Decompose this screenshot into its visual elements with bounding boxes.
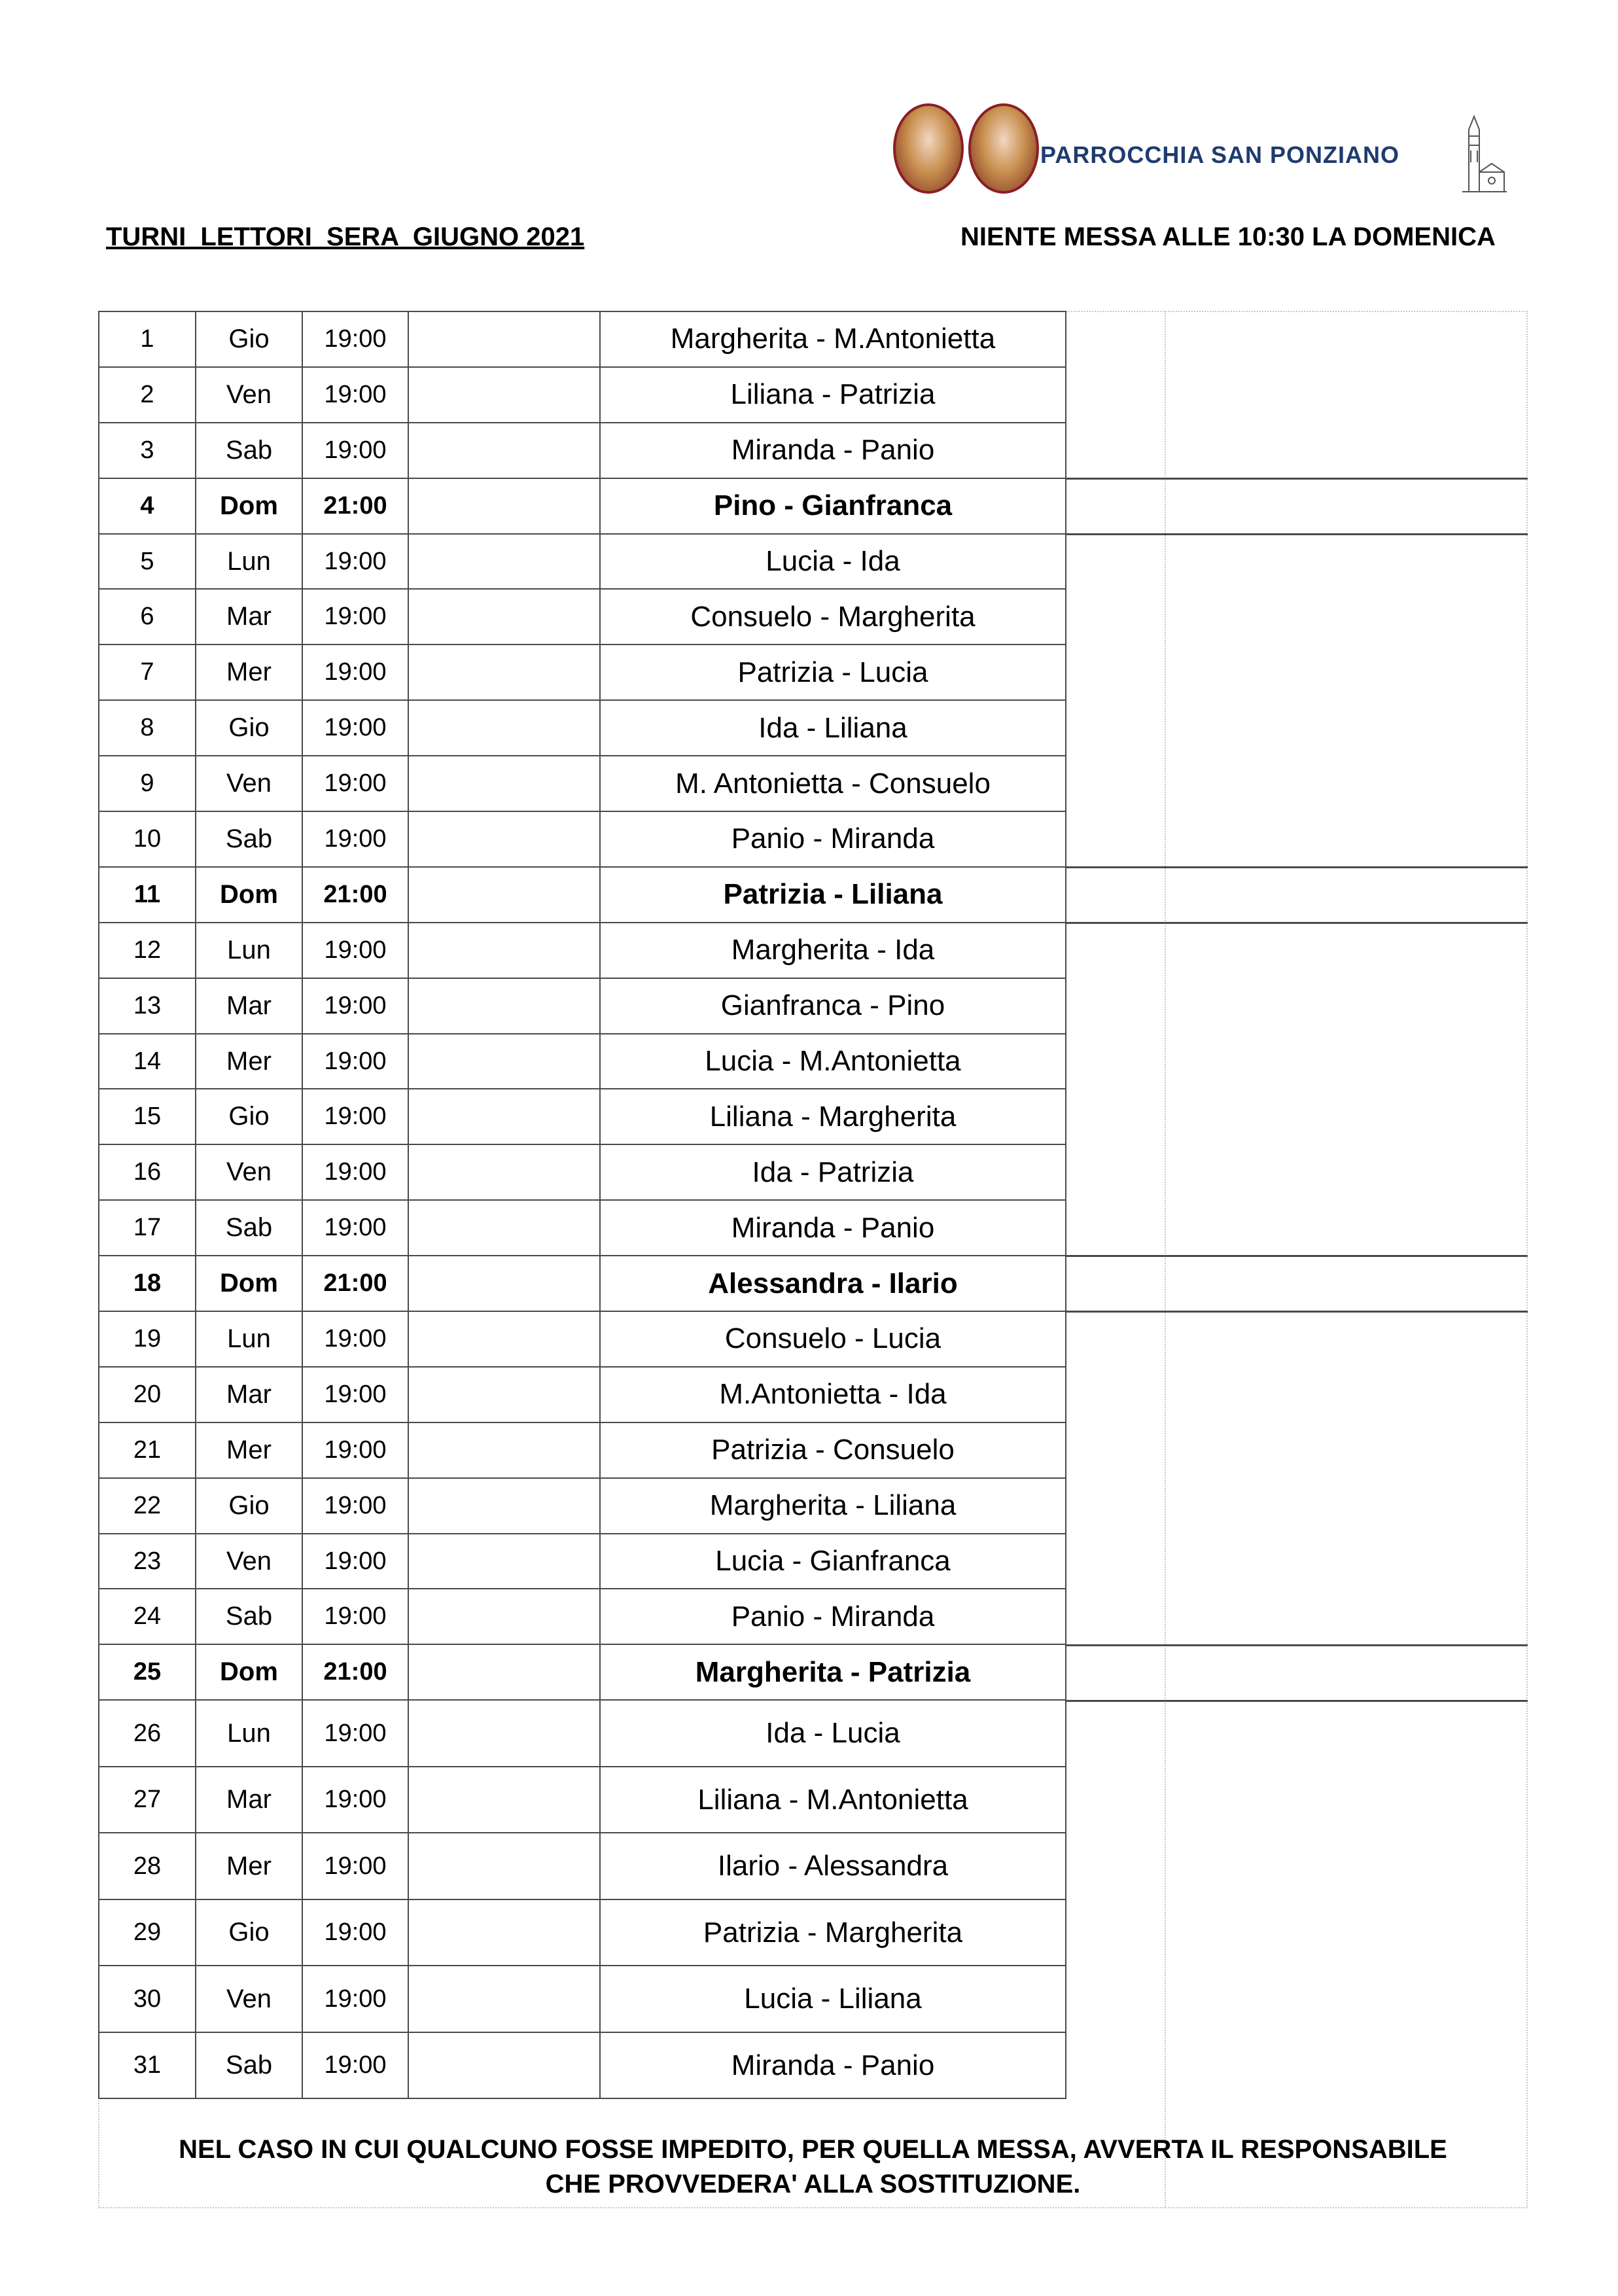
empty-cell bbox=[408, 1034, 600, 1089]
time-cell: 21:00 bbox=[302, 1256, 408, 1311]
day-number-cell: 14 bbox=[99, 1034, 196, 1089]
time-cell: 19:00 bbox=[302, 534, 408, 590]
time-cell: 21:00 bbox=[302, 478, 408, 534]
weekday-cell: Ven bbox=[196, 367, 302, 423]
schedule-row bbox=[99, 645, 1066, 700]
day-number-cell: 19 bbox=[99, 1311, 196, 1367]
time-cell: 19:00 bbox=[302, 311, 408, 367]
saint-medallion-icon bbox=[893, 103, 964, 194]
day-number-cell: 10 bbox=[99, 811, 196, 867]
empty-cell bbox=[408, 589, 600, 645]
readers-cell: Margherita - Patrizia bbox=[600, 1644, 1066, 1700]
readers-cell: Lucia - Gianfranca bbox=[600, 1534, 1066, 1589]
empty-cell bbox=[408, 1899, 600, 1966]
day-number-cell: 28 bbox=[99, 1833, 196, 1899]
empty-cell bbox=[408, 1311, 600, 1367]
schedule-row bbox=[99, 478, 1066, 534]
day-number-cell: 24 bbox=[99, 1589, 196, 1644]
day-number-cell: 27 bbox=[99, 1767, 196, 1833]
schedule-row bbox=[99, 1144, 1066, 1200]
sunday-divider bbox=[1065, 533, 1528, 535]
saint-medallion-icon bbox=[968, 103, 1039, 194]
time-cell: 19:00 bbox=[302, 1144, 408, 1200]
footer-note-line2: CHE PROVVEDERA' ALLA SOSTITUZIONE. bbox=[545, 2170, 1081, 2199]
empty-cell bbox=[408, 1200, 600, 1256]
time-cell: 19:00 bbox=[302, 1200, 408, 1256]
weekday-cell: Mar bbox=[196, 1767, 302, 1833]
weekday-cell: Mer bbox=[196, 1034, 302, 1089]
weekday-cell: Dom bbox=[196, 1644, 302, 1700]
day-number-cell: 7 bbox=[99, 645, 196, 700]
schedule-row bbox=[99, 311, 1066, 367]
time-cell: 19:00 bbox=[302, 811, 408, 867]
schedule-table bbox=[98, 311, 1066, 2099]
notice-heading: NIENTE MESSA ALLE 10:30 LA DOMENICA bbox=[960, 222, 1496, 251]
time-cell: 21:00 bbox=[302, 867, 408, 923]
readers-cell: Ilario - Alessandra bbox=[600, 1833, 1066, 1899]
empty-cell bbox=[408, 923, 600, 978]
time-cell: 19:00 bbox=[302, 1367, 408, 1422]
bell-tower-icon bbox=[1449, 110, 1508, 195]
sunday-divider bbox=[1065, 478, 1528, 480]
schedule-row bbox=[99, 1478, 1066, 1534]
weekday-cell: Ven bbox=[196, 1534, 302, 1589]
readers-cell: Miranda - Panio bbox=[600, 1200, 1066, 1256]
schedule-row bbox=[99, 1589, 1066, 1644]
schedule-row bbox=[99, 2032, 1066, 2099]
weekday-cell: Gio bbox=[196, 1899, 302, 1966]
readers-cell: Consuelo - Margherita bbox=[600, 589, 1066, 645]
schedule-row bbox=[99, 1311, 1066, 1367]
weekday-cell: Gio bbox=[196, 700, 302, 756]
day-number-cell: 13 bbox=[99, 978, 196, 1034]
weekday-cell: Ven bbox=[196, 756, 302, 811]
weekday-cell: Sab bbox=[196, 423, 302, 478]
sunday-divider bbox=[1065, 1311, 1528, 1313]
empty-cell bbox=[408, 1534, 600, 1589]
schedule-row bbox=[99, 367, 1066, 423]
parish-name: PARROCCHIA SAN PONZIANO bbox=[1040, 141, 1400, 168]
schedule-row bbox=[99, 1644, 1066, 1700]
readers-cell: M.Antonietta - Ida bbox=[600, 1367, 1066, 1422]
day-number-cell: 21 bbox=[99, 1422, 196, 1478]
schedule-row bbox=[99, 756, 1066, 811]
time-cell: 19:00 bbox=[302, 645, 408, 700]
readers-cell: Ida - Patrizia bbox=[600, 1144, 1066, 1200]
schedule-row bbox=[99, 978, 1066, 1034]
schedule-row bbox=[99, 1833, 1066, 1899]
readers-cell: Lucia - Ida bbox=[600, 534, 1066, 590]
time-cell: 21:00 bbox=[302, 1644, 408, 1700]
weekday-cell: Dom bbox=[196, 478, 302, 534]
sunday-divider bbox=[1065, 1255, 1528, 1257]
readers-cell: Patrizia - Margherita bbox=[600, 1899, 1066, 1966]
empty-cell bbox=[408, 423, 600, 478]
schedule-row bbox=[99, 534, 1066, 590]
empty-cell bbox=[408, 1478, 600, 1534]
readers-cell: Panio - Miranda bbox=[600, 1589, 1066, 1644]
weekday-cell: Gio bbox=[196, 1089, 302, 1144]
empty-cell bbox=[408, 978, 600, 1034]
empty-cell bbox=[408, 1767, 600, 1833]
time-cell: 19:00 bbox=[302, 1700, 408, 1767]
footer-note-line1: NEL CASO IN CUI QUALCUNO FOSSE IMPEDITO, PER QUELLA MESSA, AVVERTA IL RESPONSABILE bbox=[179, 2135, 1447, 2164]
readers-cell: Gianfranca - Pino bbox=[600, 978, 1066, 1034]
empty-cell bbox=[408, 1144, 600, 1200]
weekday-cell: Dom bbox=[196, 1256, 302, 1311]
readers-cell: Patrizia - Consuelo bbox=[600, 1422, 1066, 1478]
readers-cell: Panio - Miranda bbox=[600, 811, 1066, 867]
weekday-cell: Gio bbox=[196, 1478, 302, 1534]
time-cell: 19:00 bbox=[302, 1767, 408, 1833]
schedule-row bbox=[99, 1534, 1066, 1589]
empty-cell bbox=[408, 2032, 600, 2099]
time-cell: 19:00 bbox=[302, 1534, 408, 1589]
empty-cell bbox=[408, 311, 600, 367]
weekday-cell: Mar bbox=[196, 589, 302, 645]
empty-cell bbox=[408, 867, 600, 923]
time-cell: 19:00 bbox=[302, 1966, 408, 2032]
empty-cell bbox=[408, 811, 600, 867]
day-number-cell: 31 bbox=[99, 2032, 196, 2099]
weekday-cell: Ven bbox=[196, 1144, 302, 1200]
time-cell: 19:00 bbox=[302, 1478, 408, 1534]
weekday-cell: Sab bbox=[196, 811, 302, 867]
schedule-row bbox=[99, 1367, 1066, 1422]
readers-cell: Patrizia - Liliana bbox=[600, 867, 1066, 923]
schedule-row bbox=[99, 1966, 1066, 2032]
time-cell: 19:00 bbox=[302, 756, 408, 811]
weekday-cell: Lun bbox=[196, 1311, 302, 1367]
empty-cell bbox=[408, 1367, 600, 1422]
empty-cell bbox=[408, 1833, 600, 1899]
day-number-cell: 8 bbox=[99, 700, 196, 756]
day-number-cell: 15 bbox=[99, 1089, 196, 1144]
time-cell: 19:00 bbox=[302, 978, 408, 1034]
weekday-cell: Ven bbox=[196, 1966, 302, 2032]
readers-cell: Margherita - Ida bbox=[600, 923, 1066, 978]
time-cell: 19:00 bbox=[302, 423, 408, 478]
weekday-cell: Mar bbox=[196, 978, 302, 1034]
page-title: TURNI LETTORI SERA GIUGNO 2021 bbox=[106, 222, 585, 251]
empty-cell bbox=[408, 1256, 600, 1311]
day-number-cell: 17 bbox=[99, 1200, 196, 1256]
empty-cell bbox=[408, 645, 600, 700]
readers-cell: Lucia - Liliana bbox=[600, 1966, 1066, 2032]
schedule-row bbox=[99, 923, 1066, 978]
time-cell: 19:00 bbox=[302, 2032, 408, 2099]
schedule-row bbox=[99, 1700, 1066, 1767]
weekday-cell: Mer bbox=[196, 645, 302, 700]
empty-cell bbox=[408, 1589, 600, 1644]
schedule-row bbox=[99, 867, 1066, 923]
day-number-cell: 12 bbox=[99, 923, 196, 978]
time-cell: 19:00 bbox=[302, 1089, 408, 1144]
weekday-cell: Mer bbox=[196, 1833, 302, 1899]
time-cell: 19:00 bbox=[302, 1899, 408, 1966]
grid-line bbox=[1165, 311, 1166, 2208]
day-number-cell: 22 bbox=[99, 1478, 196, 1534]
day-number-cell: 2 bbox=[99, 367, 196, 423]
weekday-cell: Lun bbox=[196, 534, 302, 590]
weekday-cell: Sab bbox=[196, 2032, 302, 2099]
readers-cell: Liliana - Patrizia bbox=[600, 367, 1066, 423]
day-number-cell: 6 bbox=[99, 589, 196, 645]
time-cell: 19:00 bbox=[302, 1311, 408, 1367]
readers-cell: Lucia - M.Antonietta bbox=[600, 1034, 1066, 1089]
day-number-cell: 16 bbox=[99, 1144, 196, 1200]
empty-cell bbox=[408, 534, 600, 590]
day-number-cell: 23 bbox=[99, 1534, 196, 1589]
schedule-row bbox=[99, 1200, 1066, 1256]
time-cell: 19:00 bbox=[302, 1034, 408, 1089]
empty-cell bbox=[408, 700, 600, 756]
readers-cell: Margherita - Liliana bbox=[600, 1478, 1066, 1534]
empty-cell bbox=[408, 1700, 600, 1767]
time-cell: 19:00 bbox=[302, 1422, 408, 1478]
weekday-cell: Sab bbox=[196, 1200, 302, 1256]
weekday-cell: Mer bbox=[196, 1422, 302, 1478]
day-number-cell: 4 bbox=[99, 478, 196, 534]
schedule-row bbox=[99, 811, 1066, 867]
readers-cell: Liliana - Margherita bbox=[600, 1089, 1066, 1144]
schedule-row bbox=[99, 1767, 1066, 1833]
readers-cell: Patrizia - Lucia bbox=[600, 645, 1066, 700]
empty-cell bbox=[408, 478, 600, 534]
day-number-cell: 30 bbox=[99, 1966, 196, 2032]
weekday-cell: Lun bbox=[196, 1700, 302, 1767]
time-cell: 19:00 bbox=[302, 923, 408, 978]
schedule-row bbox=[99, 1256, 1066, 1311]
empty-cell bbox=[408, 1089, 600, 1144]
readers-cell: Liliana - M.Antonietta bbox=[600, 1767, 1066, 1833]
schedule-row bbox=[99, 423, 1066, 478]
schedule-row bbox=[99, 1034, 1066, 1089]
empty-cell bbox=[408, 1422, 600, 1478]
readers-cell: Miranda - Panio bbox=[600, 423, 1066, 478]
day-number-cell: 9 bbox=[99, 756, 196, 811]
time-cell: 19:00 bbox=[302, 367, 408, 423]
day-number-cell: 18 bbox=[99, 1256, 196, 1311]
parish-logo bbox=[893, 98, 1515, 196]
empty-cell bbox=[408, 1966, 600, 2032]
day-number-cell: 26 bbox=[99, 1700, 196, 1767]
weekday-cell: Gio bbox=[196, 311, 302, 367]
weekday-cell: Lun bbox=[196, 923, 302, 978]
day-number-cell: 3 bbox=[99, 423, 196, 478]
sunday-divider bbox=[1065, 866, 1528, 868]
readers-cell: M. Antonietta - Consuelo bbox=[600, 756, 1066, 811]
empty-cell bbox=[408, 367, 600, 423]
schedule-row bbox=[99, 1422, 1066, 1478]
day-number-cell: 29 bbox=[99, 1899, 196, 1966]
sunday-divider bbox=[1065, 1644, 1528, 1646]
schedule-row bbox=[99, 700, 1066, 756]
readers-cell: Alessandra - Ilario bbox=[600, 1256, 1066, 1311]
day-number-cell: 11 bbox=[99, 867, 196, 923]
day-number-cell: 1 bbox=[99, 311, 196, 367]
day-number-cell: 5 bbox=[99, 534, 196, 590]
time-cell: 19:00 bbox=[302, 700, 408, 756]
readers-cell: Ida - Lucia bbox=[600, 1700, 1066, 1767]
readers-cell: Pino - Gianfranca bbox=[600, 478, 1066, 534]
readers-cell: Margherita - M.Antonietta bbox=[600, 311, 1066, 367]
weekday-cell: Dom bbox=[196, 867, 302, 923]
time-cell: 19:00 bbox=[302, 1833, 408, 1899]
readers-cell: Ida - Liliana bbox=[600, 700, 1066, 756]
schedule-row bbox=[99, 589, 1066, 645]
schedule-row bbox=[99, 1089, 1066, 1144]
sunday-divider bbox=[1065, 922, 1528, 924]
weekday-cell: Sab bbox=[196, 1589, 302, 1644]
sunday-divider bbox=[1065, 1700, 1528, 1702]
empty-cell bbox=[408, 756, 600, 811]
schedule-row bbox=[99, 1899, 1066, 1966]
day-number-cell: 20 bbox=[99, 1367, 196, 1422]
empty-cell bbox=[408, 1644, 600, 1700]
weekday-cell: Mar bbox=[196, 1367, 302, 1422]
day-number-cell: 25 bbox=[99, 1644, 196, 1700]
readers-cell: Miranda - Panio bbox=[600, 2032, 1066, 2099]
time-cell: 19:00 bbox=[302, 589, 408, 645]
readers-cell: Consuelo - Lucia bbox=[600, 1311, 1066, 1367]
time-cell: 19:00 bbox=[302, 1589, 408, 1644]
